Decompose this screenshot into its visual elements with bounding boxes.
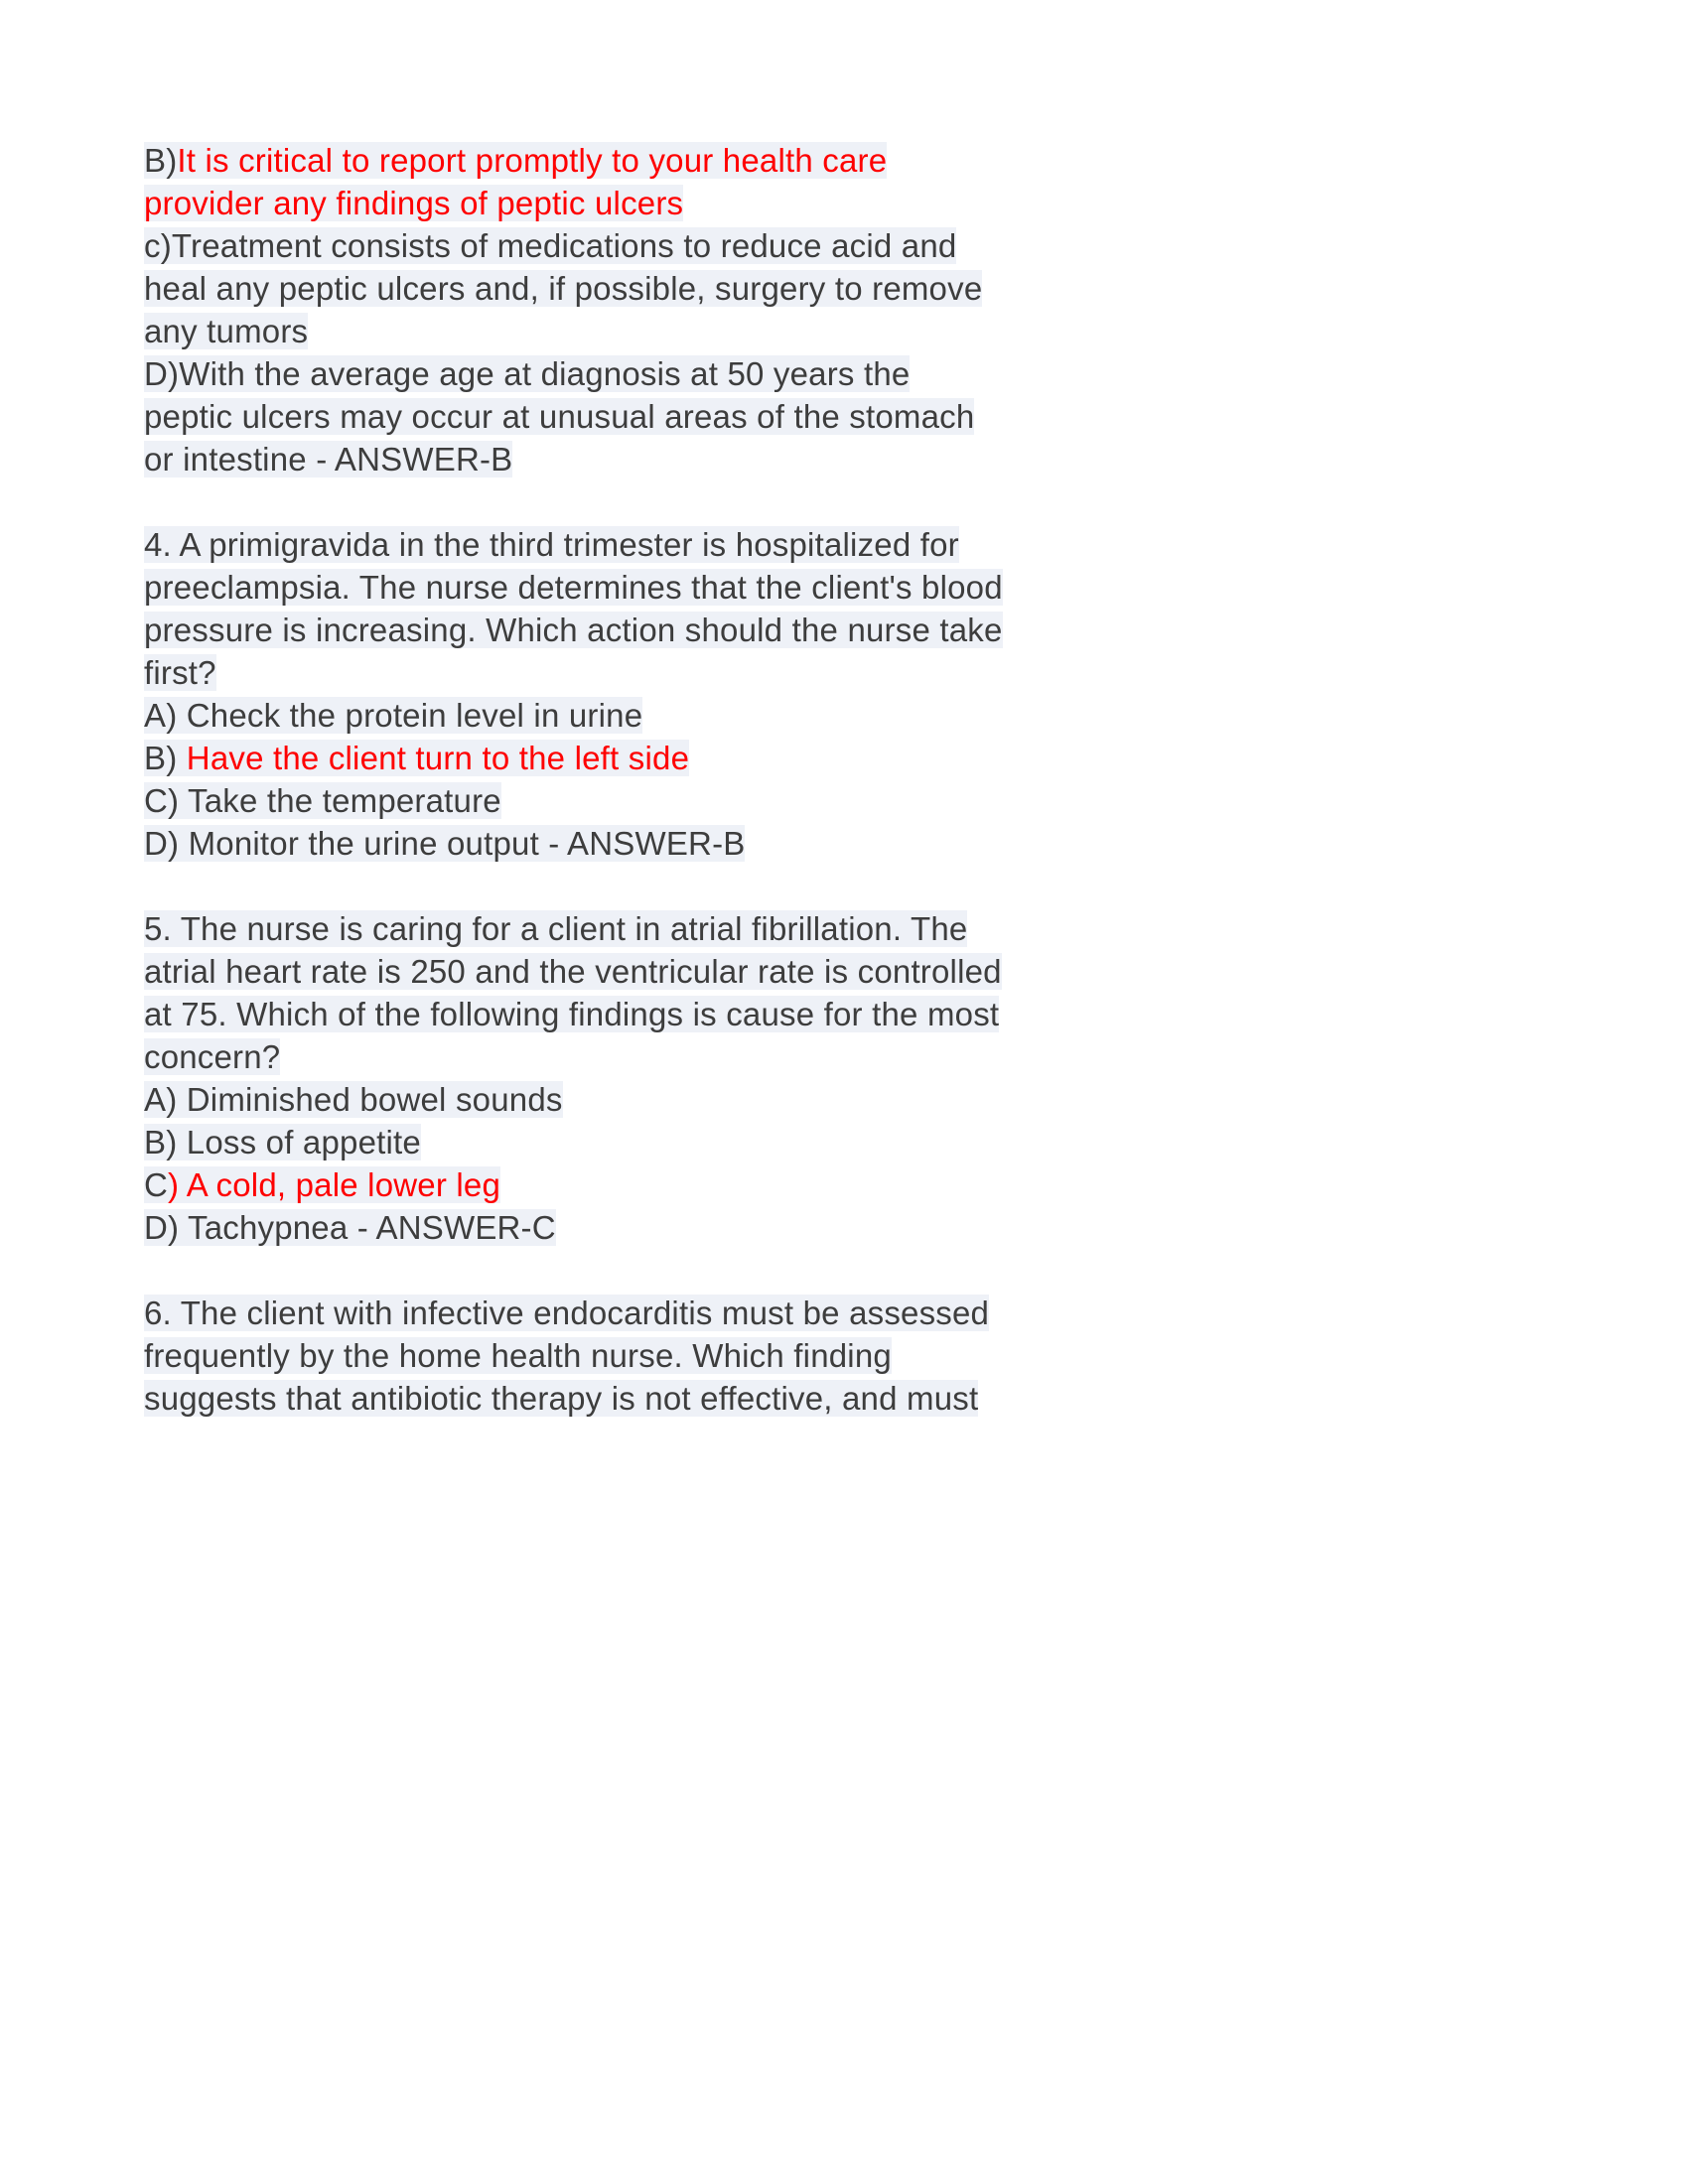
- text-segment: frequently by the home health nurse. Which finding: [144, 1337, 892, 1374]
- text-line: [144, 1292, 1137, 1334]
- text-line: [144, 1121, 1137, 1163]
- text-segment: D) Tachypnea - ANSWER-C: [144, 1209, 556, 1246]
- text-segment: 5. The nurse is caring for a client in atrial fibrillation. The: [144, 910, 968, 947]
- text-line: [144, 694, 1137, 737]
- text-line: [144, 651, 1137, 694]
- text-segment: any tumors: [144, 313, 309, 349]
- paragraph: [144, 139, 1137, 480]
- text-line: [144, 609, 1137, 651]
- text-segment: heal any peptic ulcers and, if possible, surgery to remove: [144, 270, 983, 307]
- text-line: [144, 907, 1137, 950]
- text-line: [144, 1334, 1137, 1377]
- text-segment: at 75. Which of the following findings is cause for the most: [144, 996, 1000, 1032]
- text-segment: first?: [144, 654, 216, 691]
- text-segment: C: [144, 1166, 169, 1203]
- text-segment: D)With the average age at diagnosis at 50 years the: [144, 355, 911, 392]
- text-line: [144, 310, 1137, 352]
- text-line: [144, 779, 1137, 822]
- text-line: [144, 1206, 1137, 1249]
- text-segment: D) Monitor the urine output - ANSWER-B: [144, 825, 746, 862]
- text-segment: B): [144, 142, 178, 179]
- text-line: [144, 267, 1137, 310]
- text-segment: A) Diminished bowel sounds: [144, 1081, 563, 1118]
- text-line: [144, 395, 1137, 438]
- text-line: [144, 1377, 1137, 1420]
- paragraph: [144, 907, 1137, 1249]
- text-line: [144, 993, 1137, 1035]
- text-line: [144, 1163, 1137, 1206]
- text-line: [144, 352, 1137, 395]
- text-line: [144, 523, 1137, 566]
- document-content: [144, 139, 1137, 1462]
- text-segment: peptic ulcers may occur at unusual areas of the stomach: [144, 398, 975, 435]
- answer-text-red: Have the client turn to the left side: [186, 740, 690, 776]
- paragraph: [144, 523, 1137, 865]
- text-line: [144, 1078, 1137, 1121]
- text-segment: atrial heart rate is 250 and the ventricular rate is controlled: [144, 953, 1002, 990]
- text-segment: concern?: [144, 1038, 281, 1075]
- answer-text-red: provider any findings of peptic ulcers: [144, 185, 684, 221]
- text-segment: 4. A primigravida in the third trimester is hospitalized for: [144, 526, 959, 563]
- paragraph: [144, 1292, 1137, 1420]
- text-segment: suggests that antibiotic therapy is not effective, and must: [144, 1380, 979, 1417]
- answer-text-red: It is critical to report promptly to your health care: [177, 142, 888, 179]
- text-line: [144, 566, 1137, 609]
- text-segment: c)Treatment consists of medications to reduce acid and: [144, 227, 957, 264]
- text-segment: pressure is increasing. Which action should the nurse take: [144, 612, 1003, 648]
- text-line: [144, 1035, 1137, 1078]
- text-segment: B) Loss of appetite: [144, 1124, 421, 1160]
- text-line: [144, 822, 1137, 865]
- text-segment: preeclampsia. The nurse determines that the client's blood: [144, 569, 1003, 606]
- text-line: [144, 182, 1137, 224]
- text-line: [144, 438, 1137, 480]
- text-segment: or intestine - ANSWER-B: [144, 441, 513, 478]
- text-line: [144, 224, 1137, 267]
- text-segment: C) Take the temperature: [144, 782, 501, 819]
- text-line: [144, 737, 1137, 779]
- text-segment: B): [144, 740, 187, 776]
- answer-text-red: ) A cold, pale lower leg: [168, 1166, 501, 1203]
- text-segment: A) Check the protein level in urine: [144, 697, 643, 734]
- text-line: [144, 139, 1137, 182]
- text-line: [144, 950, 1137, 993]
- text-segment: 6. The client with infective endocarditis must be assessed: [144, 1295, 990, 1331]
